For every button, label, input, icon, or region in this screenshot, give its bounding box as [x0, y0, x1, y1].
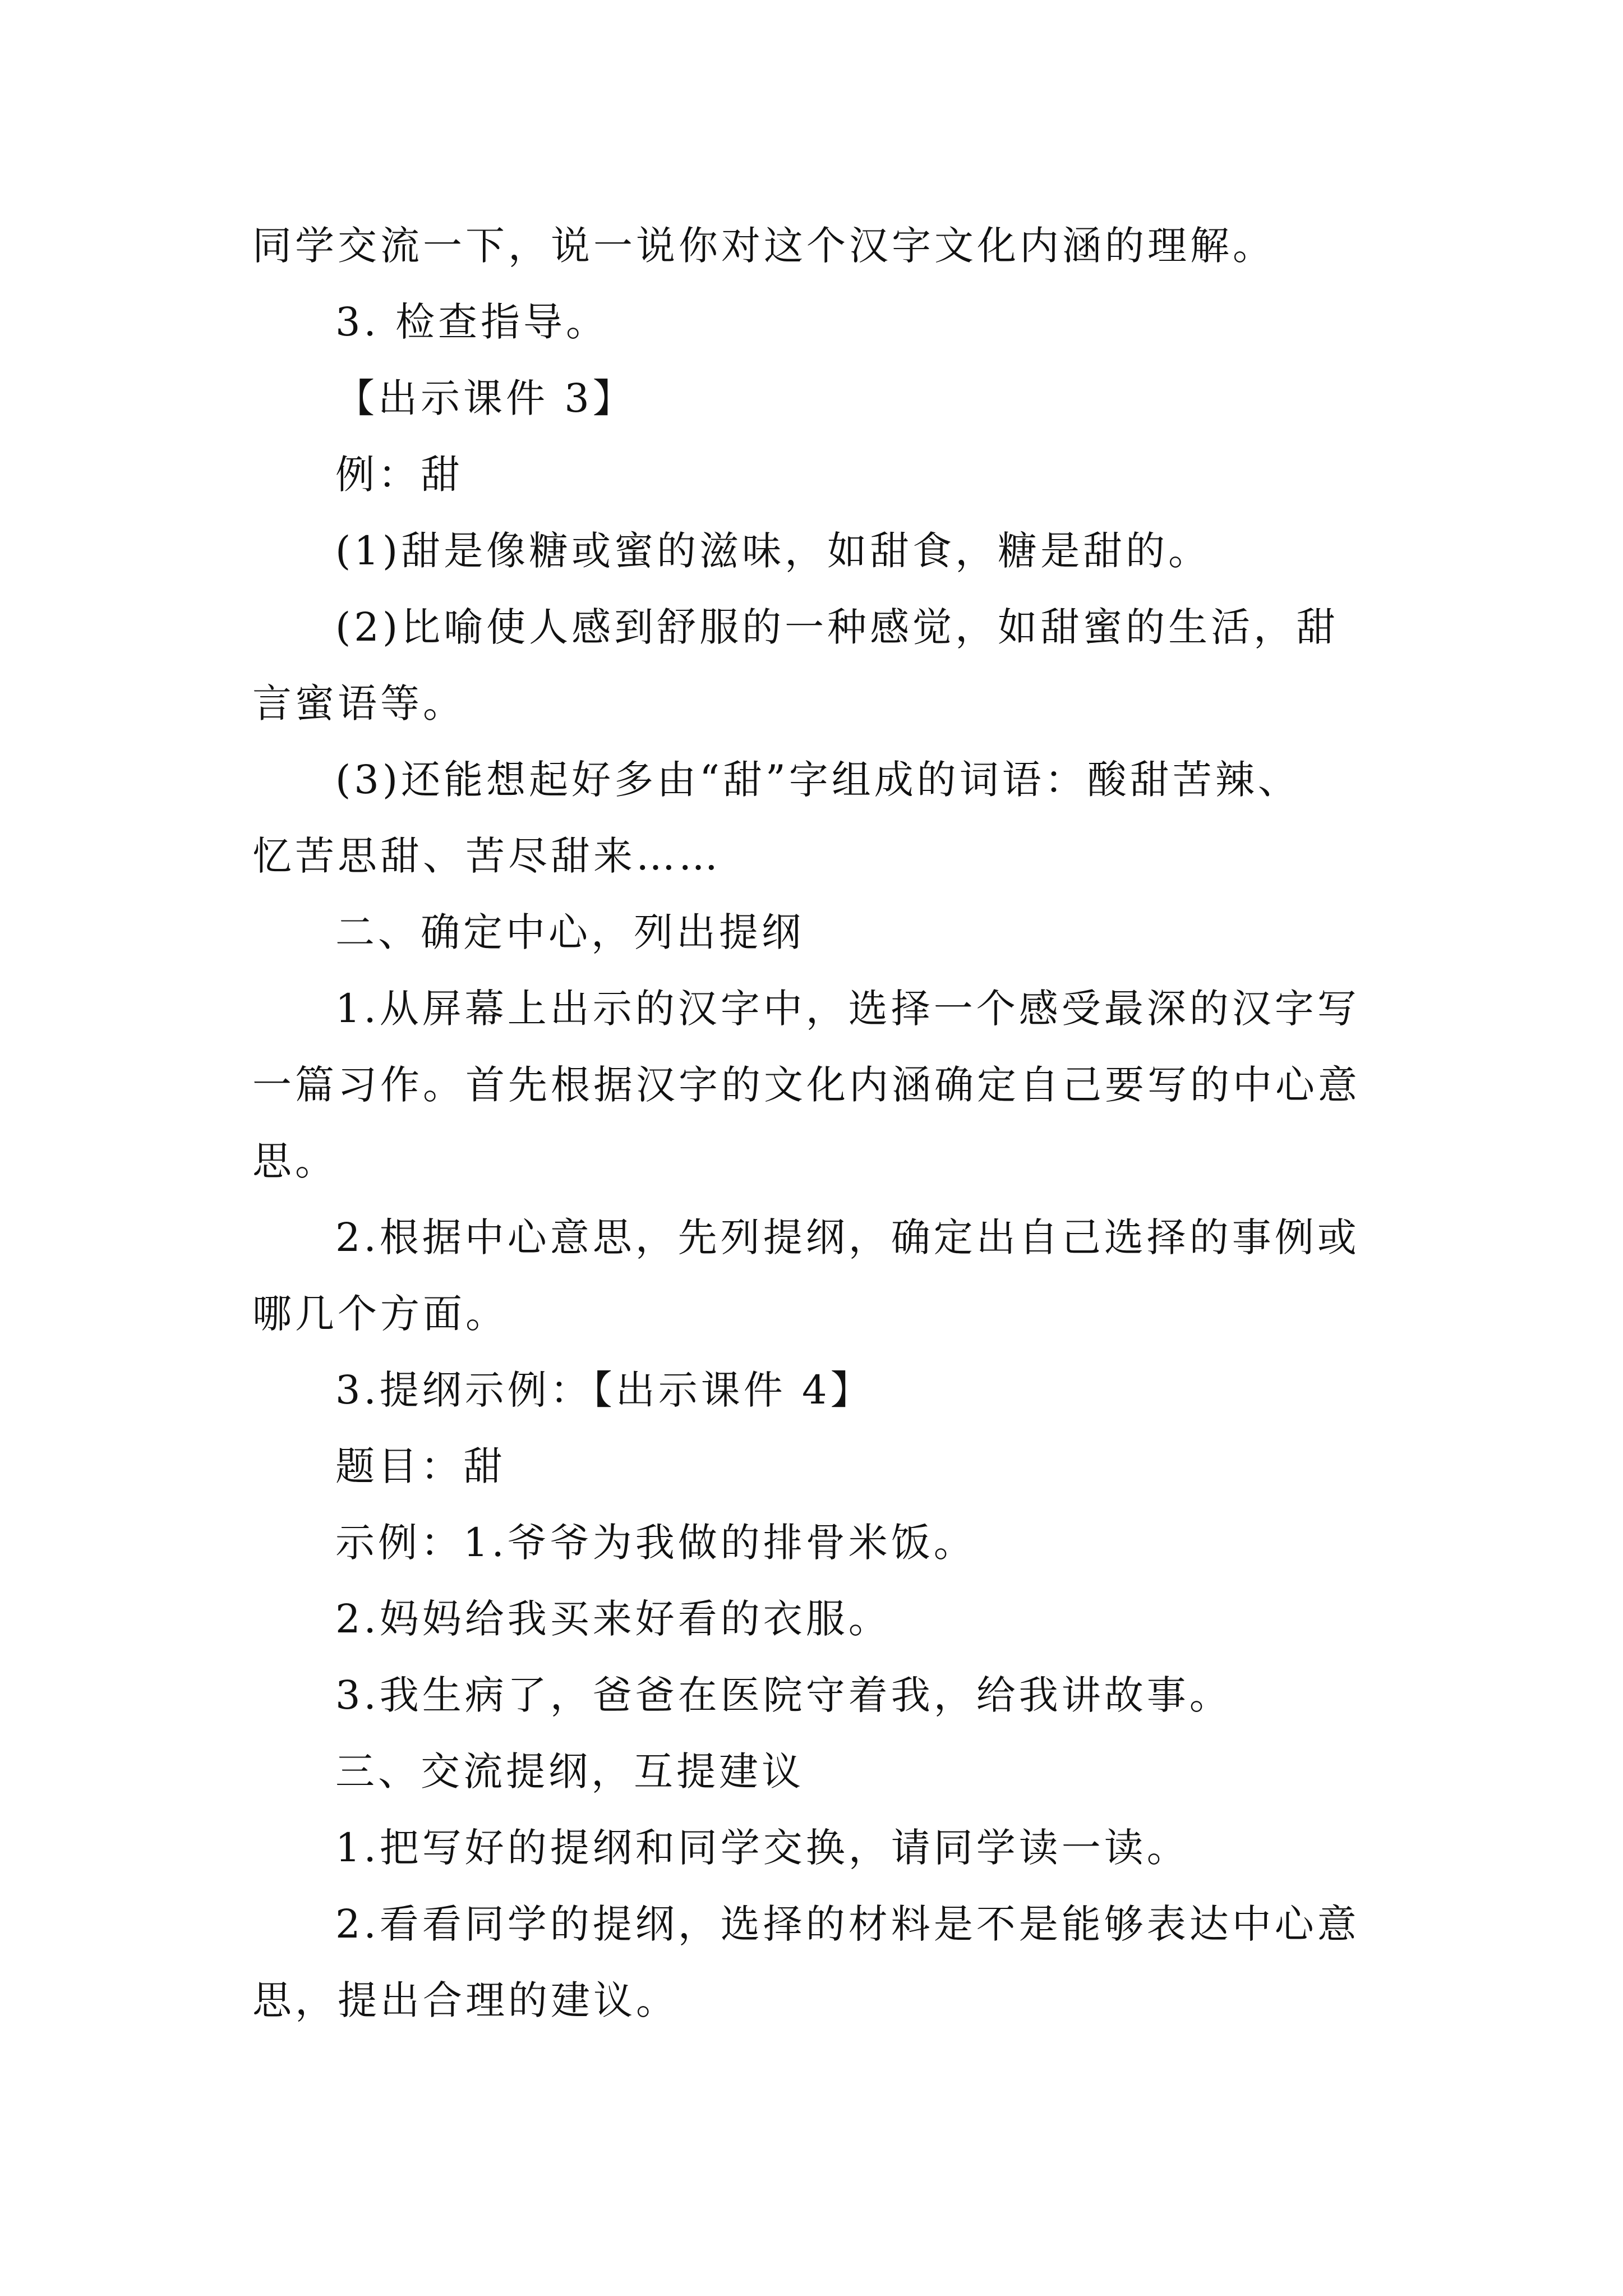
section-heading: 二、确定中心，列出提纲: [335, 909, 804, 955]
text-line: 一篇习作。首先根据汉字的文化内涵确定自己要写的中心意: [252, 1062, 1361, 1108]
text-line: 2.看看同学的提纲，选择的材料是不是能够表达中心意: [335, 1901, 1360, 1947]
text-line: 示例：1.爷爷为我做的排骨米饭。: [335, 1520, 976, 1566]
text-line: 言蜜语等。: [252, 680, 465, 726]
text-line: 同学交流一下，说一说你对这个汉字文化内涵的理解。: [252, 223, 1275, 269]
text-line: 3.提纲示例：【出示课件 4】: [335, 1367, 873, 1413]
text-line: 思。: [252, 1138, 338, 1184]
text-line: 2.妈妈给我买来好看的衣服。: [335, 1596, 891, 1642]
text-line: 思，提出合理的建议。: [252, 1977, 679, 2023]
text-line: 哪几个方面。: [252, 1291, 508, 1337]
section-heading: 三、交流提纲，互提建议: [335, 1749, 804, 1795]
text-line: 3.我生病了，爸爸在医院守着我，给我讲故事。: [335, 1672, 1232, 1718]
text-line: 【出示课件 3】: [335, 375, 635, 421]
text-line: 例：甜: [335, 452, 463, 498]
document-page: [252, 208, 1380, 2039]
text-line: (1)甜是像糖或蜜的滋味，如甜食，糖是甜的。: [335, 528, 1211, 574]
text-line: 2.根据中心意思，先列提纲，确定出自己选择的事例或: [335, 1214, 1360, 1260]
text-line: 1.从屏幕上出示的汉字中，选择一个感受最深的汉字写: [335, 986, 1360, 1032]
text-line: 题目：甜: [335, 1443, 506, 1489]
text-line: 3. 检查指导。: [335, 299, 609, 345]
text-line: 1.把写好的提纲和同学交换，请同学读一读。: [335, 1825, 1189, 1871]
text-line: (2)比喻使人感到舒服的一种感觉，如甜蜜的生活，甜: [335, 604, 1339, 650]
text-line: 忆苦思甜、苦尽甜来……: [252, 833, 721, 879]
text-line: (3)还能想起好多由“甜”字组成的词语：酸甜苦辣、: [335, 757, 1301, 803]
